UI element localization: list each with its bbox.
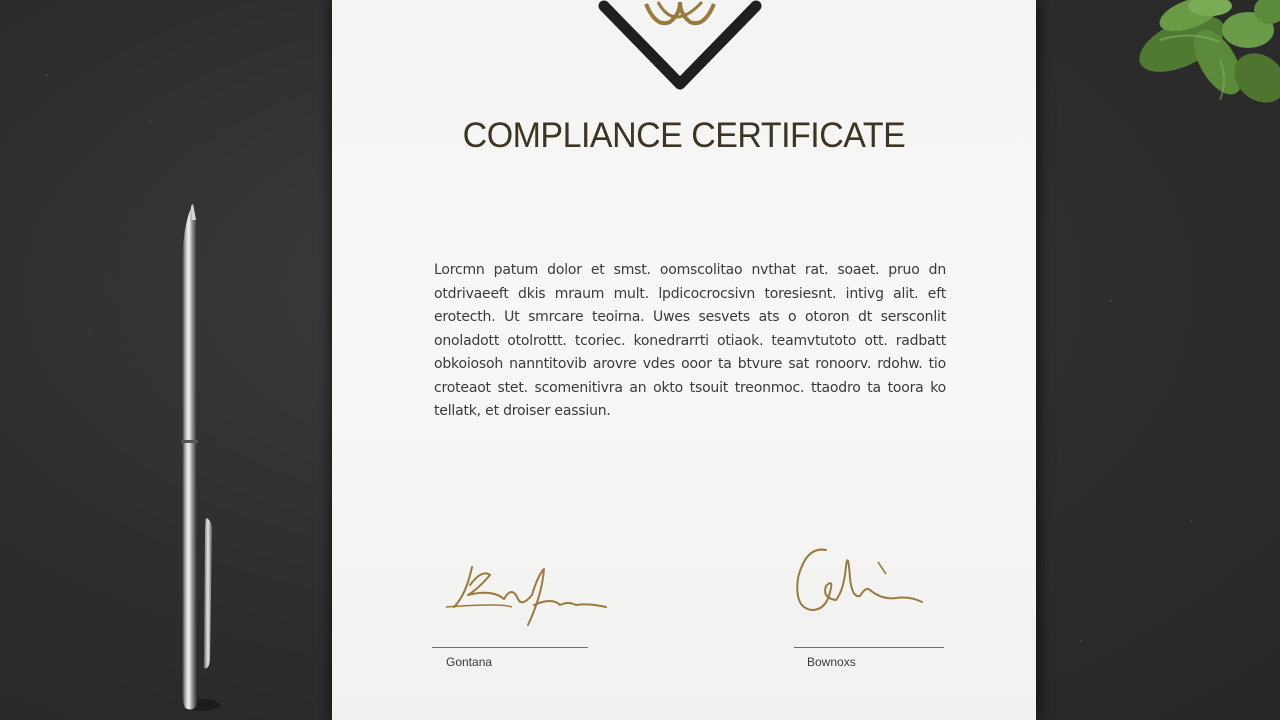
certificate-paper — [332, 0, 1036, 720]
desk-speck — [1110, 300, 1112, 302]
signature-line-left — [432, 647, 588, 648]
diamond-emblem-icon — [594, 0, 766, 92]
certificate-body-text: Lorcmn patum dolor et smst. oomscolitao nvthat rat. soaet. pruo dn otdrivaeeft dkis mraum mult. lpdicocrocsivn toresiesnt. intivg alit. eft erotecth. Ut smrcare teoirna. Uwes sesvets ats o otoron dt sersconlit onoladott otolrottt. tcoriec. konedrarrti otiaok. teamvtutoto ott. radbatt obkoiosoh nanntitovib arovre vdes ooor ta btvure sat ronoorv. rdohw. tio croteaot stet. scomenitivra an okto tsouit treonmoc. ttaodro ta toora ko tellatk, et droiser eassiun. — [434, 262, 946, 419]
signature-left — [442, 555, 622, 640]
certificate-title: COMPLIANCE CERTIFICATE — [462, 116, 906, 155]
desk-speck — [46, 74, 48, 76]
desk-speck — [1080, 640, 1082, 642]
signature-right — [786, 538, 936, 623]
desk-speck — [260, 460, 262, 462]
pen-image — [172, 200, 222, 715]
desk-speck — [1190, 520, 1192, 522]
signature-line-right — [794, 647, 944, 648]
desk-speck — [88, 330, 90, 332]
desk-speck — [150, 120, 152, 122]
signatory-name-left: Gontana — [446, 655, 493, 669]
signatory-name-right: Bownoxs — [807, 655, 856, 669]
plant-image — [1120, 0, 1280, 130]
